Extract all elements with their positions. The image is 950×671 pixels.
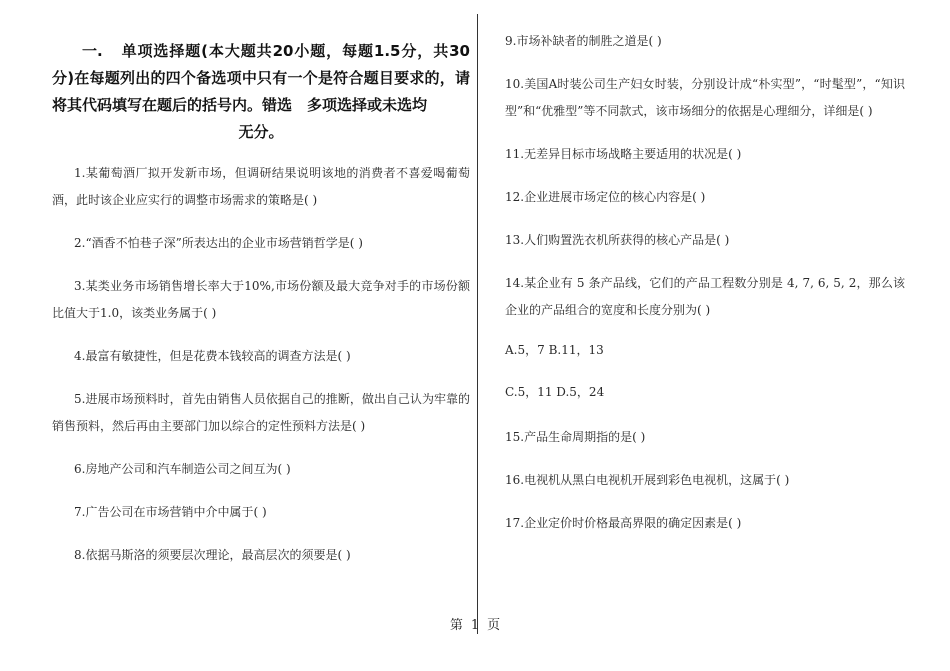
section-number: 一. <box>82 42 103 60</box>
question-3: 3.某类业务市场销售增长率大于10%,市场份额及最大竞争对手的市场份额比值大于1.0，该类业务属于( ) <box>52 279 470 320</box>
section-heading <box>52 38 470 146</box>
question-17: 17.企业定价时价格最高界限的确定因素是( ) <box>505 516 742 530</box>
right-column <box>505 28 905 553</box>
page-footer <box>0 614 950 633</box>
question-14-options-ab: A.5，7 B.11，13 <box>505 343 604 357</box>
column-divider <box>477 14 478 634</box>
question-4: 4.最富有敏捷性，但是花费本钱较高的调查方法是( ) <box>74 349 351 363</box>
question-15: 15.产品生命周期指的是( ) <box>505 430 646 444</box>
footer-suffix: 页 <box>487 618 501 633</box>
question-10: 10.美国A时装公司生产妇女时装，分别设计成“朴实型”，“时髦型”，“知识型”和“优雅型”等不同款式，该市场细分的依据是心理细分，详细是( ) <box>505 77 905 118</box>
question-2: 2.“酒香不怕巷子深”所表达出的企业市场营销哲学是( ) <box>74 236 363 250</box>
question-16: 16.电视机从黑白电视机开展到彩色电视机，这属于( ) <box>505 473 790 487</box>
question-7: 7.广告公司在市场营销中介中属于( ) <box>74 505 267 519</box>
footer-prefix: 第 <box>449 618 463 633</box>
section-heading-text: 单项选择题(本大题共20小题，每题1.5分，共30分)在每题列出的四个备选项中只有一个是符合题目要求的，请将其代码填写在题后的括号内。错选 多项选择或未选均 <box>52 42 470 114</box>
question-11: 11.无差异目标市场战略主要适用的状况是( ) <box>505 147 742 161</box>
page-number: 1 <box>470 618 480 633</box>
question-12: 12.企业进展市场定位的核心内容是( ) <box>505 190 706 204</box>
question-9: 9.市场补缺者的制胜之道是( ) <box>505 34 662 48</box>
left-column <box>52 38 470 585</box>
question-14-options-cd: C.5，11 D.5，24 <box>505 385 605 399</box>
question-13: 13.人们购置洗衣机所获得的核心产品是( ) <box>505 233 730 247</box>
section-heading-tail: 无分。 <box>238 123 284 141</box>
question-8: 8.依据马斯洛的须要层次理论，最高层次的须要是( ) <box>74 548 351 562</box>
question-1: 1.某葡萄酒厂拟开发新市场，但调研结果说明该地的消费者不喜爱喝葡萄酒，此时该企业应实行的调整市场需求的策略是( ) <box>52 166 470 207</box>
question-6: 6.房地产公司和汽车制造公司之间互为( ) <box>74 462 291 476</box>
question-14: 14.某企业有 5 条产品线，它们的产品工程数分别是 4, 7, 6, 5, 2，那么该企业的产品组合的宽度和长度分别为( ) <box>505 276 905 317</box>
question-5: 5.进展市场预料时，首先由销售人员依据自己的推断，做出自己认为牢靠的销售预料，然后再由主要部门加以综合的定性预料方法是( ) <box>52 392 470 433</box>
